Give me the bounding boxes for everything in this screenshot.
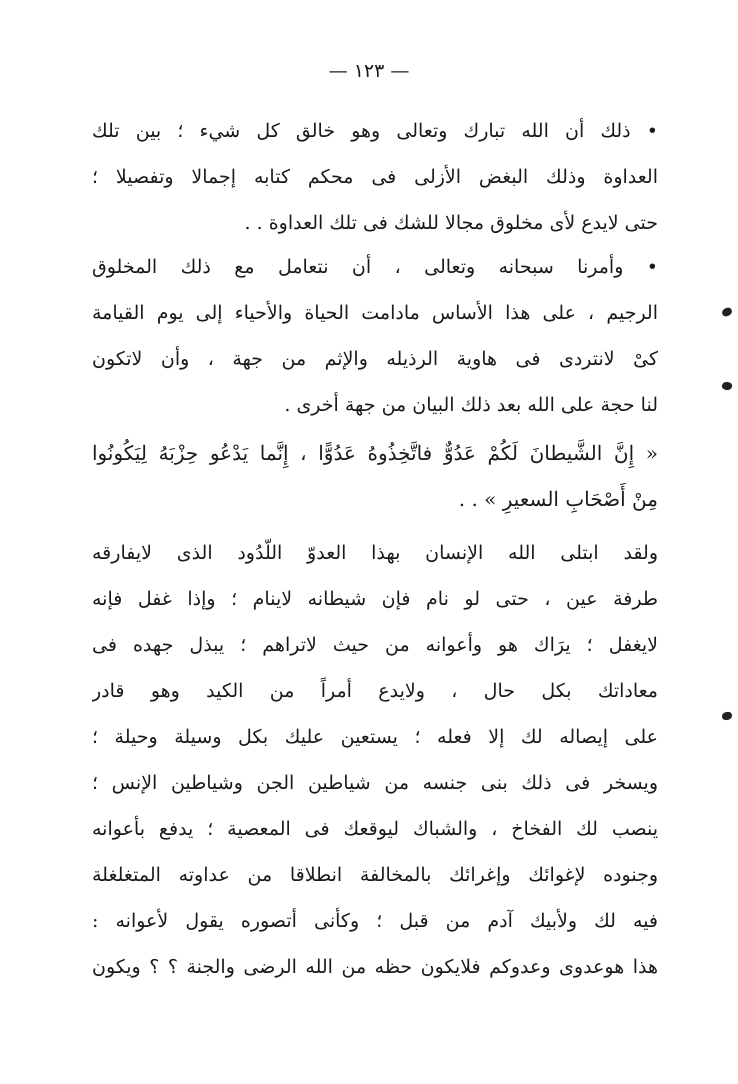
text-line: حتى لايدع لأى مخلوق مجالا للشك فى تلك العداوة . . (244, 212, 658, 234)
text-line: على إيصاله لك إلا فعله ؛ يستعين عليك بكل وسيلة وحيلة ؛ (92, 726, 658, 748)
ink-blot-mark (721, 307, 733, 318)
quran-quote (92, 430, 658, 522)
text-line: لنا حجة على الله بعد ذلك البيان من جهة أخرى . (284, 394, 658, 416)
text-line: لايغفل ؛ يرَاك هو وأعوانه من حيث لاتراهم ؛ يبذل جهده فى (92, 634, 658, 656)
paragraph-1 (92, 108, 658, 246)
paragraph-4 (92, 530, 658, 990)
text-line: مِنْ أَصْحَابِ السعيرِ » . . (458, 487, 658, 511)
text-line: • وأمرنا سبحانه وتعالى ، أن نتعامل مع ذلك المخلوق (92, 256, 658, 278)
text-line: • ذلك أن الله تبارك وتعالى وهو خالق كل شيء ؛ بين تلك (92, 120, 658, 142)
text-line: « إِنَّ الشَّيطانَ لَكُمْ عَدُوٌّ فاتَّخِذُوهُ عَدُوًّا ، إِنَّما يَدْعُو حِزْبَهُ لِيَكُونُوا (92, 441, 658, 465)
paragraph-2 (92, 244, 658, 428)
ink-blot-mark (721, 381, 732, 391)
text-line: كىْ لانتردى فى هاوية الرذيله والإثم من جهة ، وأن لاتكون (92, 348, 658, 370)
text-line: طرفة عين ، حتى لو نام فإن شيطانه لاينام ؛ وإذا غفل فإنه (92, 588, 658, 610)
text-line: فيه لك ولأبيك آدم من قبل ؛ وكأنى أتصوره يقول لأعوانه : (92, 910, 658, 932)
text-line: العداوة وذلك البغض الأزلى فى محكم كتابه إجمالا وتفصيلا ؛ (92, 166, 658, 188)
text-line: ينصب لك الفخاخ ، والشباك ليوقعك فى المعصية ؛ يدفع بأعوانه (92, 818, 658, 840)
text-line: معاداتك بكل حال ، ولايدع أمراً من الكيد وهو قادر (92, 680, 658, 702)
page-number: — ١٢٣ — (328, 60, 410, 82)
text-line: ولقد ابتلى الله الإنسان بهذا العدوّ اللّدُود الذى لايفارقه (92, 542, 658, 564)
text-line: الرجيم ، على هذا الأساس مادامت الحياة والأحياء إلى يوم القيامة (92, 302, 658, 324)
text-line: وجنوده لإغوائك وإغرائك بالمخالفة انطلاقا من عداوته المتغلغلة (92, 864, 658, 886)
text-line: ويسخر فى ذلك بنى جنسه من شياطين الجن وشياطين الإنس ؛ (92, 772, 658, 794)
text-line: هذا هوعدوى وعدوكم فلايكون حظه من الله الرضى والجنة ؟ ؟ ويكون (92, 956, 658, 978)
ink-blot-mark (722, 712, 733, 721)
